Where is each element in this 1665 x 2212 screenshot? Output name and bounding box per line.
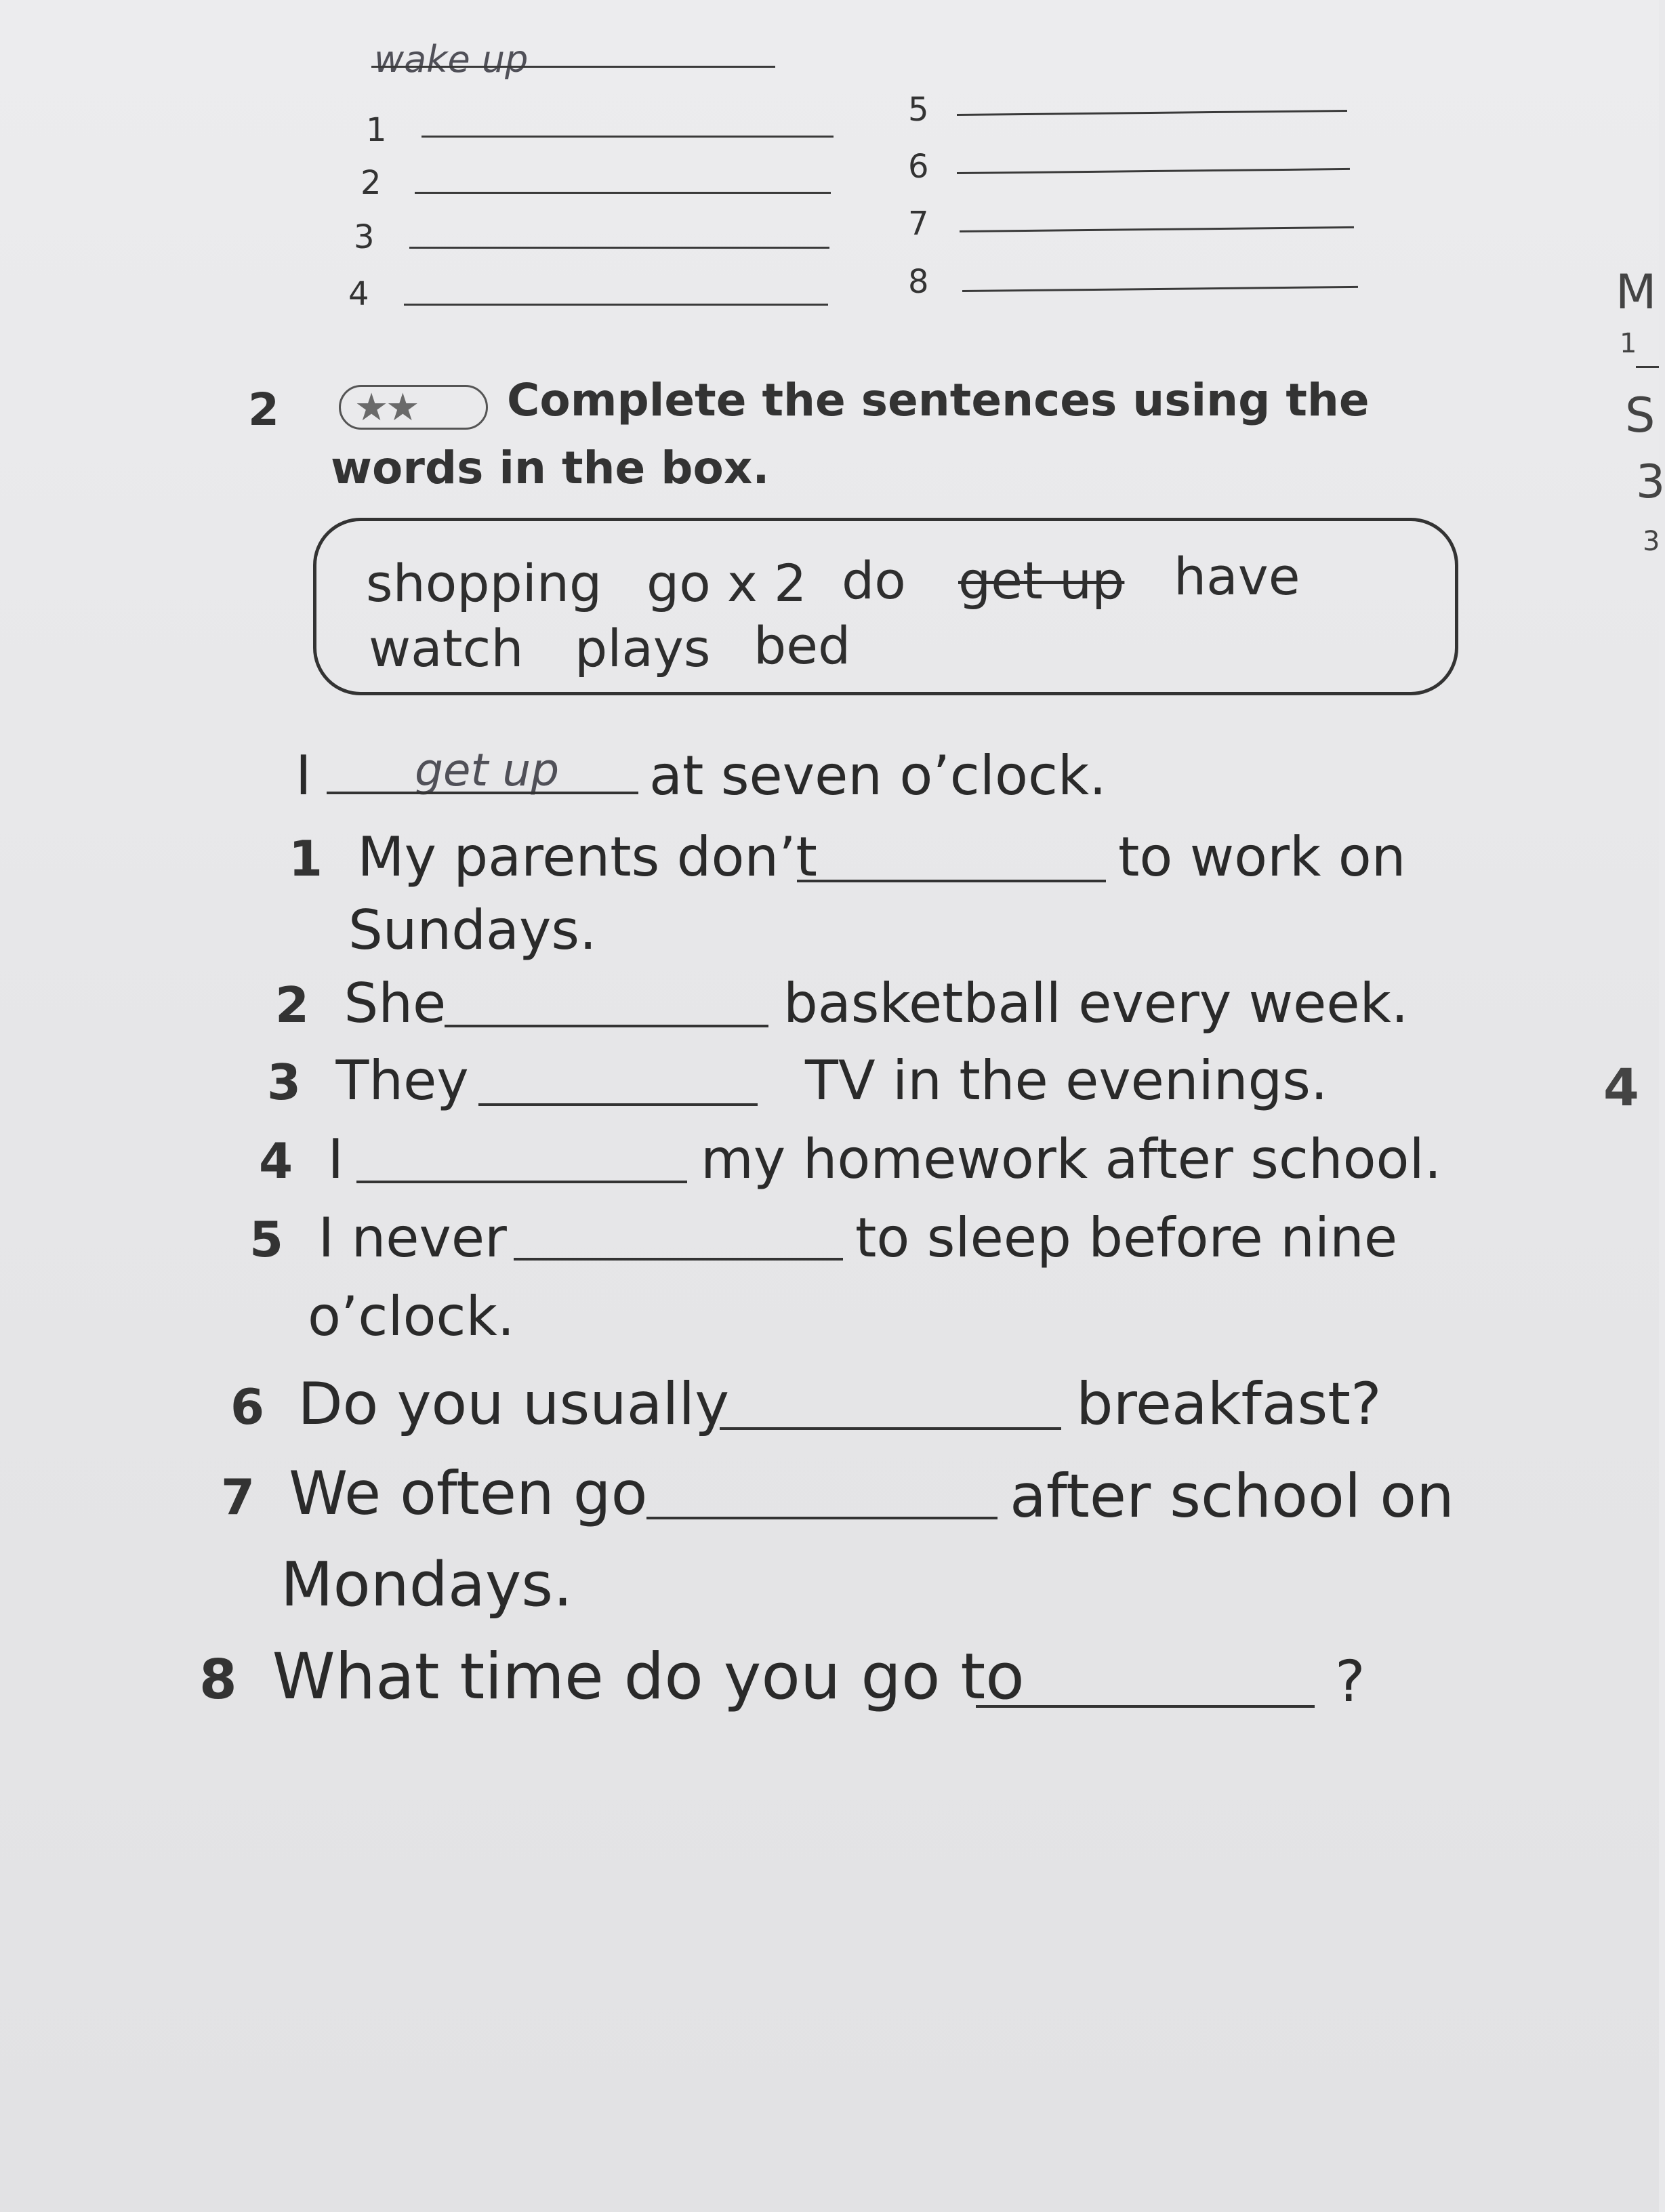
answer-line-7[interactable] [960, 226, 1354, 232]
answer-line-8[interactable] [962, 286, 1358, 292]
blank-number-8: 8 [908, 263, 929, 301]
sentence-4 [259, 1128, 344, 1191]
answer-line-6[interactable] [957, 168, 1350, 174]
sentence-5-blank[interactable] [514, 1258, 843, 1261]
sentence-2-blank[interactable] [445, 1025, 768, 1027]
answer-line-1[interactable] [422, 136, 834, 138]
sentence-3-blank[interactable] [478, 1103, 758, 1106]
box-word-plays: plays [575, 618, 711, 678]
sentence-text-after: after school on [1010, 1461, 1454, 1531]
answer-line-3[interactable] [409, 247, 829, 249]
sentence-text-after: basketball every week. [783, 972, 1409, 1035]
sentence-continuation: Sundays. [348, 899, 597, 962]
answer-line-5[interactable] [957, 110, 1347, 116]
example-sentence-rest: at seven o’clock. [649, 744, 1107, 807]
sentence-text-after: to work on [1118, 825, 1406, 888]
sentence-2 [275, 972, 446, 1035]
sentence-7 [221, 1458, 647, 1528]
exercise-number: 2 [248, 384, 279, 436]
example-sentence-line [327, 792, 638, 794]
sentence-text-after: TV in the evenings. [805, 1049, 1328, 1112]
sentence-text-after: my homework after school. [701, 1128, 1442, 1191]
sentence-6-blank[interactable] [720, 1427, 1061, 1430]
sentence-number: 4 [259, 1132, 293, 1189]
blank-number-1: 1 [366, 111, 387, 149]
blank-number-6: 6 [908, 148, 929, 186]
sentence-number: 8 [199, 1648, 237, 1711]
sentence-text-before: What time do you go to [272, 1640, 1025, 1714]
blank-number-4: 4 [348, 275, 369, 313]
answer-line-2[interactable] [415, 192, 831, 194]
margin-letter-m: M [1616, 264, 1657, 320]
sentence-text-before: They [335, 1049, 469, 1112]
margin-line [1636, 366, 1659, 368]
box-word-go-x2: go x 2 [646, 553, 807, 613]
difficulty-stars-icon [339, 385, 488, 430]
sentence-text-before: We often go [289, 1458, 648, 1528]
sentence-text-before: I [327, 1128, 344, 1191]
sentence-number: 3 [267, 1054, 302, 1111]
sentence-text-after: to sleep before nine [855, 1206, 1398, 1269]
margin-letter-s: S [1625, 388, 1656, 443]
stars-glyph: ★★ [354, 385, 417, 430]
sentence-text-before: My parents don’t [357, 825, 817, 888]
margin-number-3a: 3 [1636, 455, 1665, 509]
box-word-watch: watch [369, 618, 524, 678]
instruction-line-1: Complete the sentences using the [507, 374, 1370, 426]
sentence-number: 7 [221, 1469, 255, 1525]
sentence-number: 2 [275, 977, 310, 1033]
box-word-have: have [1174, 546, 1300, 607]
sentence-1-blank[interactable] [797, 880, 1106, 882]
sentence-1 [289, 825, 817, 888]
sentence-text-before: She [344, 972, 447, 1035]
box-word-get-up-crossed: get up [958, 550, 1125, 611]
example-answer-line [371, 66, 775, 68]
sentence-number: 6 [230, 1378, 265, 1435]
sentence-5 [249, 1206, 507, 1269]
margin-number-4: 4 [1603, 1057, 1639, 1118]
box-word-shopping: shopping [366, 553, 602, 613]
answer-line-4[interactable] [404, 304, 828, 306]
sentence-7-blank[interactable] [646, 1517, 998, 1519]
sentence-continuation: Mondays. [281, 1549, 573, 1620]
sentence-6 [230, 1370, 729, 1438]
blank-number-2: 2 [361, 164, 382, 202]
sentence-continuation: o’clock. [308, 1285, 515, 1348]
sentence-text-before: I never [318, 1206, 507, 1269]
sentence-8-blank[interactable] [976, 1705, 1315, 1708]
blank-number-7: 7 [908, 205, 929, 243]
example-answer: wake up [374, 38, 529, 81]
blank-number-3: 3 [354, 218, 375, 256]
example-sentence-answer: get up [415, 744, 560, 796]
box-word-do: do [842, 550, 906, 611]
sentence-text-before: Do you usually [297, 1370, 730, 1438]
sentence-text-after: ? [1335, 1648, 1365, 1715]
sentence-text-after: breakfast? [1076, 1370, 1382, 1438]
example-subject: I [295, 744, 312, 807]
instruction-line-2: words in the box. [331, 442, 770, 494]
sentence-number: 5 [249, 1211, 284, 1268]
sentence-8 [199, 1640, 1025, 1714]
margin-number-3b: 3 [1643, 526, 1660, 557]
margin-number-1: 1 [1620, 328, 1637, 359]
sentence-4-blank[interactable] [356, 1181, 687, 1183]
box-word-bed: bed [754, 615, 851, 676]
blank-number-5: 5 [908, 91, 929, 129]
sentence-3 [267, 1049, 469, 1112]
sentence-number: 1 [289, 830, 323, 887]
